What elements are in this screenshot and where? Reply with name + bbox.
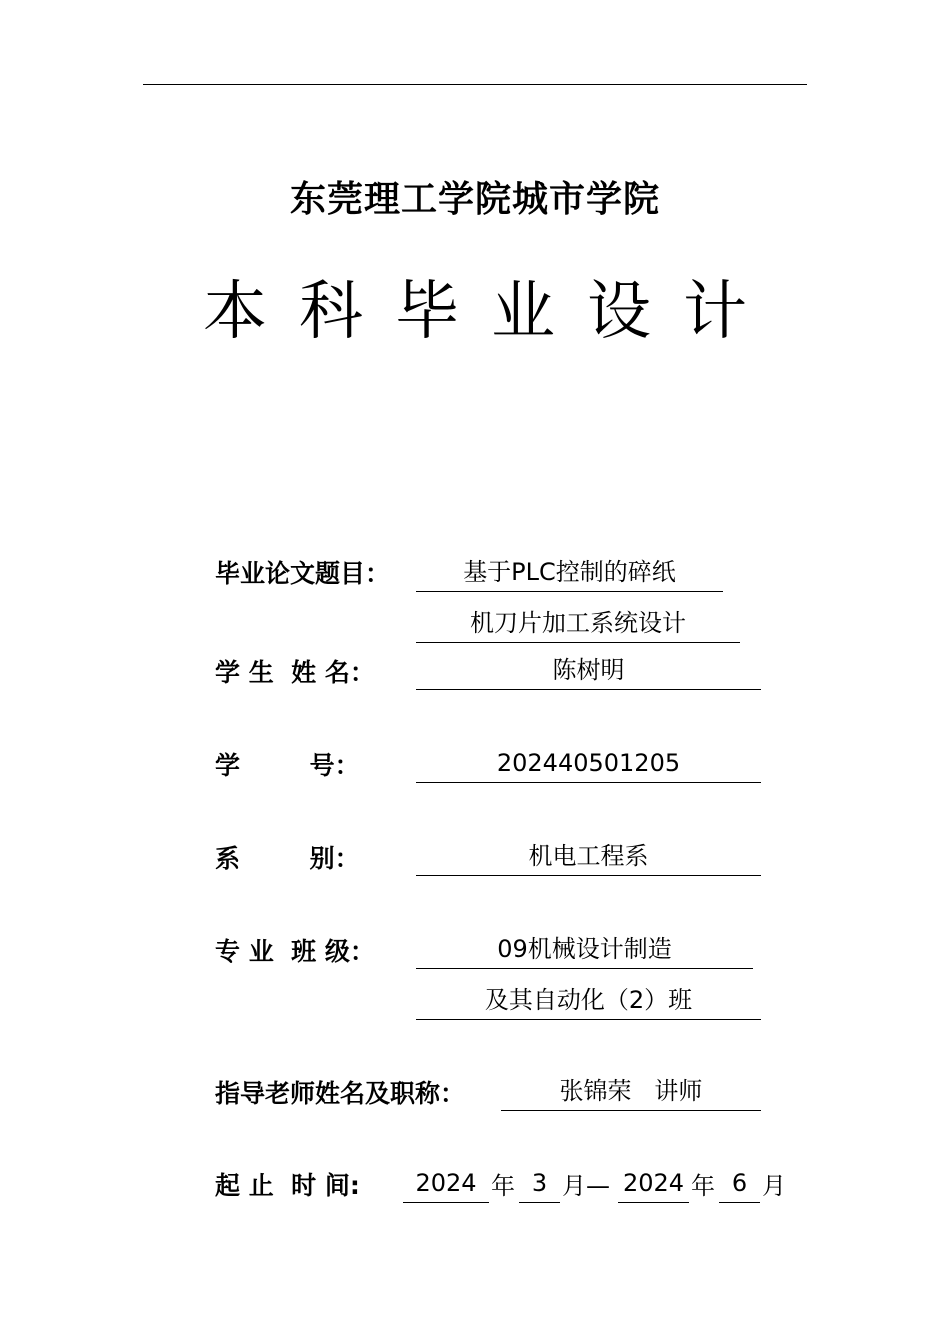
major-class-line1: 09机械设计制造 — [416, 932, 753, 969]
end-month-field: 6 — [719, 1166, 760, 1203]
period-label: 起 止 时 间: — [215, 1171, 360, 1200]
start-month-field: 3 — [519, 1166, 560, 1203]
student-id-field: 202440501205 — [416, 746, 761, 783]
thesis-title-label: 毕业论文题目： — [215, 559, 391, 588]
month-char-1: 月— — [562, 1172, 610, 1200]
year-char-2: 年 — [691, 1172, 715, 1200]
advisor-field: 张锦荣 讲师 — [501, 1074, 761, 1111]
major-class-line2: 及其自动化（2）班 — [416, 983, 761, 1020]
year-char-1: 年 — [491, 1172, 515, 1200]
end-year-field: 2024 — [618, 1166, 689, 1203]
document-title: 本科毕业设计 — [203, 275, 779, 349]
month-char-2: 月 — [762, 1172, 786, 1200]
thesis-title-line2: 机刀片加工系统设计 — [416, 606, 740, 643]
advisor-label: 指导老师姓名及职称： — [215, 1079, 466, 1108]
school-name: 东莞理工学院城市学院 — [289, 179, 660, 220]
department-field: 机电工程系 — [416, 839, 761, 876]
student-id-label: 学 号： — [215, 751, 360, 780]
student-name-field: 陈树明 — [416, 653, 761, 690]
major-class-label: 专 业 班 级： — [215, 937, 375, 966]
start-year-field: 2024 — [403, 1166, 489, 1203]
department-label: 系 别： — [215, 844, 360, 873]
student-name-label: 学 生 姓 名： — [215, 658, 375, 687]
thesis-title-line1: 基于PLC控制的碎纸 — [416, 555, 723, 592]
top-rule — [143, 84, 807, 85]
